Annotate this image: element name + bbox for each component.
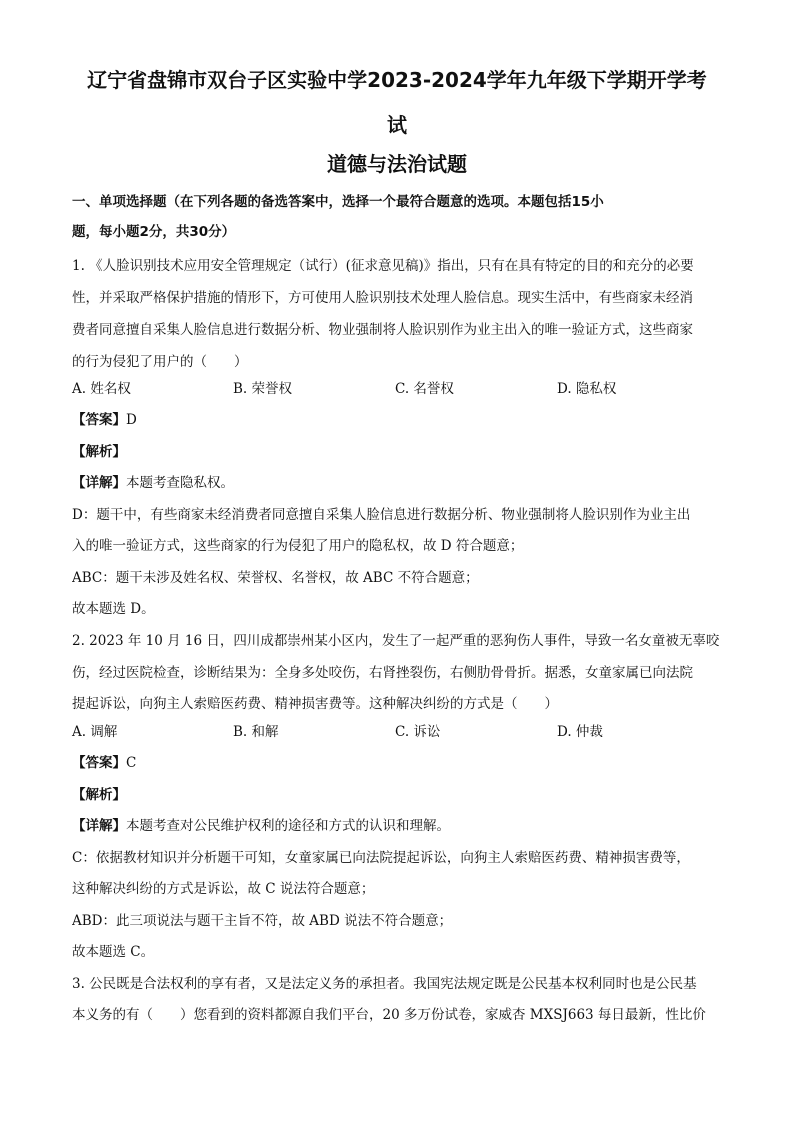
- doc-title-continued: 试: [387, 113, 407, 137]
- q1-stem: 1. 《人脸识别技术应用安全管理规定（试行）(征求意见稿)》指出，只有在具有特定的目的和充分的必要: [72, 258, 694, 274]
- q1-conclusion: 故本题选 D。: [72, 601, 155, 617]
- detail-label: 【详解】: [72, 475, 126, 491]
- q3-stem: 3. 公民既是合法权利的享有者，又是法定义务的承担者。我国宪法规定既是公民基本权利同时也是公民基: [72, 976, 697, 992]
- q1-stem: 费者同意擅自采集人脸信息进行数据分析、物业强制将人脸识别作为业主出入的唯一验证方式，这些商家: [72, 322, 693, 338]
- q2-stem: 2. 2023 年 10 月 16 日，四川成都崇州某小区内，发生了一起严重的恶狗伤人事件，导致一名女童被无辜咬: [72, 633, 720, 649]
- q1-stem: 的行为侵犯了用户的（ ）: [72, 354, 248, 370]
- q2-analysis-label: 【解析】: [72, 787, 126, 803]
- q1-explanation: 入的唯一验证方式，这些商家的行为侵犯了用户的隐私权，故 D 符合题意；: [72, 538, 524, 554]
- q2-explanation: C：依据教材知识并分析题干可知，女童家属已向法院提起诉讼，向狗主人索赔医药费、精神损害费等，: [72, 850, 690, 866]
- detail-label: 【详解】: [72, 818, 126, 834]
- section-heading: 一、单项选择题（在下列各题的备选答案中，选择一个最符合题意的选项。本题包括15小: [72, 194, 604, 210]
- q1-answer: [72, 411, 732, 429]
- answer-label: 【答案】: [72, 412, 126, 428]
- q2-detail: [72, 817, 732, 835]
- detail-text: 本题考查对公民维护权利的途径和方式的认识和理解。: [126, 818, 450, 834]
- q1-option-d: D. 隐私权: [557, 381, 617, 397]
- section-heading-continued: 题，每小题2分，共30分）: [72, 224, 236, 240]
- answer-value: D: [126, 412, 137, 428]
- q2-answer: [72, 754, 732, 772]
- q1-stem: 性，并采取严格保护措施的情形下，方可使用人脸识别技术处理人脸信息。现实生活中，有些商家未经消: [72, 290, 693, 306]
- q2-stem: 伤，经过医院检查，诊断结果为：全身多处咬伤，右肾挫裂伤，右侧肋骨骨折。据悉，女童家属已向法院: [72, 665, 693, 681]
- doc-subtitle: 道德与法治试题: [327, 152, 467, 176]
- q1-detail: [72, 474, 732, 492]
- q2-explanation: 这种解决纠纷的方式是诉讼，故 C 说法符合题意；: [72, 881, 375, 897]
- q2-option-a: A. 调解: [72, 724, 118, 740]
- detail-text: 本题考查隐私权。: [126, 475, 234, 491]
- q1-option-a: A. 姓名权: [72, 381, 131, 397]
- q2-conclusion: 故本题选 C。: [72, 944, 155, 960]
- q3-stem: 本义务的有（ ）您看到的资料都源自我们平台，20 多万份试卷，家威杏 MXSJ663 每日最新，性比价: [72, 1007, 706, 1023]
- q1-analysis-label: 【解析】: [72, 444, 126, 460]
- q1-option-c: C. 名誉权: [395, 381, 454, 397]
- q2-option-c: C. 诉讼: [395, 724, 441, 740]
- answer-label: 【答案】: [72, 755, 126, 771]
- q2-option-d: D. 仲裁: [557, 724, 603, 740]
- q1-explanation: ABC：题干未涉及姓名权、荣誉权、名誉权，故 ABC 不符合题意；: [72, 570, 479, 586]
- q2-stem: 提起诉讼，向狗主人索赔医药费、精神损害费等。这种解决纠纷的方式是（ ）: [72, 696, 558, 712]
- q1-explanation: D：题干中，有些商家未经消费者同意擅自采集人脸信息进行数据分析、物业强制将人脸识别作为业主出: [72, 507, 691, 523]
- q2-option-b: B. 和解: [233, 724, 279, 740]
- doc-title: 辽宁省盘锦市双台子区实验中学2023-2024学年九年级下学期开学考: [87, 68, 707, 92]
- q2-explanation: ABD：此三项说法与题干主旨不符，故 ABD 说法不符合题意；: [72, 913, 453, 929]
- answer-value: C: [126, 755, 137, 771]
- q1-option-b: B. 荣誉权: [233, 381, 293, 397]
